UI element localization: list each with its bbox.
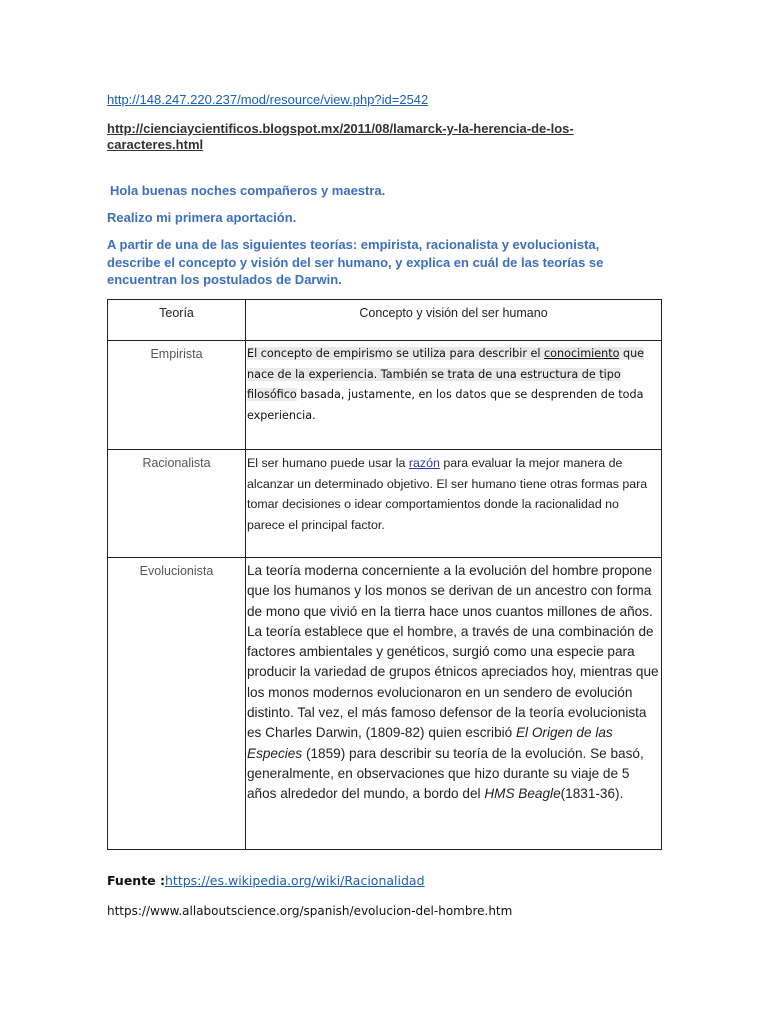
- table-row-racionalista: [108, 450, 662, 558]
- theory-name-empirista: Empirista: [108, 341, 246, 450]
- theory-name-evolucionista: Evolucionista: [108, 558, 246, 850]
- book-title: El Origen de las Especies: [247, 725, 613, 761]
- concept-evolucionista: [246, 558, 661, 805]
- concept-empirista: [246, 341, 661, 426]
- concept-cell-empirista: [246, 341, 662, 450]
- empirista-part5: basada, justamente, en los datos que se desprenden de toda experiencia.: [247, 388, 644, 422]
- header-cell-concept: [246, 300, 662, 341]
- concept-cell-evolucionista: [246, 558, 662, 850]
- blog-link[interactable]: http://cienciaycientificos.blogspot.mx/2011/08/lamarck-y-la-herencia-de-los-caracteres.html: [107, 121, 574, 152]
- conocimiento-link[interactable]: conocimiento: [544, 347, 620, 360]
- header-concept: Concepto y visión del ser humano: [359, 306, 548, 320]
- source-line-2[interactable]: https://www.allaboutscience.org/spanish/evolucion-del-hombre.htm: [107, 904, 513, 918]
- resource-link[interactable]: http://148.247.220.237/mod/resource/view.php?id=2542: [107, 92, 429, 107]
- header-theory: Teoría: [159, 306, 194, 320]
- theory-table: [107, 299, 662, 850]
- greeting-text: Hola buenas noches compañeros y maestra.: [110, 183, 386, 198]
- concept-racionalista: [246, 450, 661, 535]
- evolucionista-part1: La teoría moderna concerniente a la evolución del hombre propone que los humanos y los monos se derivan de un ancestro con forma de mono que vivió en la tierra hace unos cuantos millones de años. La teoría establece que el hombre, a través de una combinación de factores ambientales y genéticos, surgió como una especie para producir la variedad de grupos étnicos apreciados hoy, mientras que los monos modernos evolucionaron en un sendero de evolución distinto. Tal vez, el más famoso defensor de la teoría evolucionista es Charles Darwin, (1809-82) quien escribió: [247, 563, 659, 741]
- empirista-part2: se utiliza para describir el: [392, 347, 545, 360]
- table-header-row: [108, 300, 662, 341]
- racionalista-part1: El ser humano puede usar la: [247, 456, 409, 470]
- header-cell-theory: [108, 300, 246, 341]
- table-row-evolucionista: [108, 558, 662, 850]
- racionalista-part2: para evaluar la mejor manera de alcanzar un determinado objetivo. El ser humano tiene otras formas para tomar decisiones o idear comportamientos donde la racionalidad no parece el principal factor.: [247, 456, 648, 532]
- ship-name: HMS Beagle: [484, 786, 561, 802]
- theory-name-racionalista: Racionalista: [108, 450, 246, 558]
- evolucionista-part2: (1859) para describir su teoría de la evolución. Se basó, generalmente, en observaciones que hizo durante su viaje de 5 años alrededor del mundo, a bordo del: [247, 745, 644, 802]
- wikipedia-link[interactable]: https://es.wikipedia.org/wiki/Racionalidad: [165, 873, 425, 888]
- table-row-empirista: [108, 341, 662, 450]
- question-text: A partir de una de las siguientes teorías: empirista, racionalista y evolucionista, describe el concepto y visión del ser humano, y explica en cuál de las teorías se encuentran los postulados de Darwin.: [107, 237, 604, 287]
- concept-cell-racionalista: [246, 450, 662, 558]
- empirista-part4: que nace de la experiencia. También se trata de una estructura de tipo filosófico: [247, 347, 645, 401]
- evolucionista-part3: (1831-36).: [560, 786, 624, 802]
- first-contribution-text: Realizo mi primera aportación.: [107, 210, 297, 225]
- empirista-part1: El concepto de empirismo: [247, 347, 393, 360]
- source-line-1: [107, 873, 425, 888]
- source-label: Fuente :: [107, 873, 165, 888]
- razon-link[interactable]: razón: [408, 456, 440, 470]
